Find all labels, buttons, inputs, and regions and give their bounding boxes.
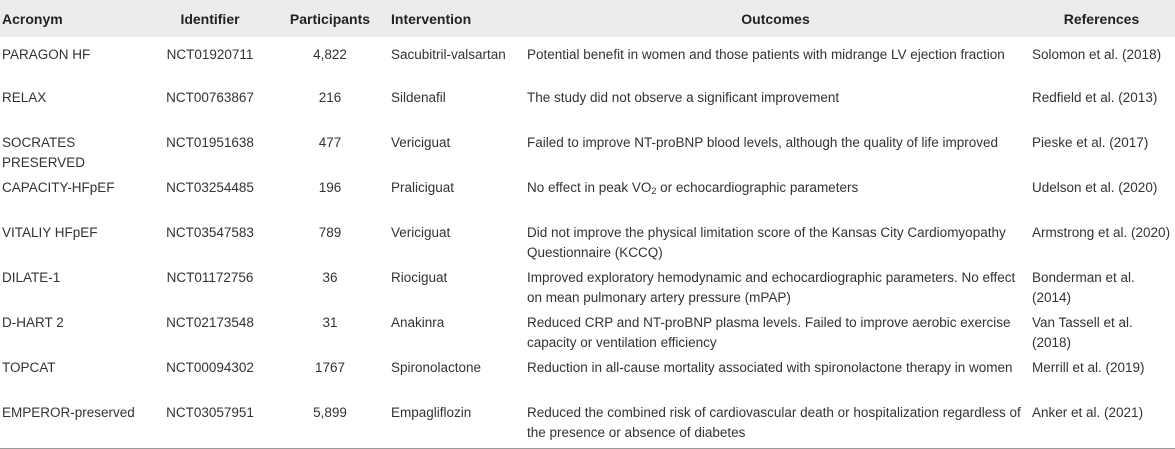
cell-identifier: NCT03057951 [147,403,273,448]
cell-outcomes: Reduced the combined risk of cardiovascular death or hospitalization regardless of the presence or absence of diabetes [523,403,1028,448]
cell-references: Anker et al. (2021) [1028,403,1175,448]
cell-participants: 31 [322,315,338,330]
table-row [0,313,1175,358]
cell-identifier: NCT01920711 [166,47,254,62]
cell-references: Bonderman et al. (2014) [1032,270,1135,305]
cell-intervention: Sacubitril-valsartan [391,47,506,62]
cell-outcomes [523,178,1028,223]
cell-intervention: Sildenafil [391,90,446,105]
header-intervention: Intervention [391,10,472,27]
table-row [0,37,1175,88]
cell-acronym: PARAGON HF [2,47,91,62]
cell-participants: 477 [318,135,342,150]
outcomes-text-pre: No effect in peak VO [527,180,652,195]
cell-intervention: Anakinra [391,315,445,330]
cell-identifier: NCT00763867 [166,90,254,105]
header-outcomes: Outcomes [741,10,810,27]
cell-participants: 4,822 [313,47,347,62]
cell-intervention: Praliciguat [391,180,455,195]
table-row [0,358,1175,403]
cell-references: Solomon et al. (2018) [1032,47,1162,62]
cell-identifier: NCT02173548 [166,315,254,330]
header-row [0,0,1175,37]
cell-acronym: VITALIY HFpEF [2,225,98,240]
cell-identifier: NCT01172756 [166,270,254,285]
cell-outcomes: Potential benefit in women and those patients with midrange LV ejection fraction [527,47,1005,62]
cell-identifier: NCT03254485 [166,180,254,195]
cell-intervention: Vericiguat [391,135,451,150]
cell-outcomes: Failed to improve NT-proBNP blood levels, although the quality of life improved [527,135,998,150]
cell-participants: 216 [318,90,342,105]
cell-identifier: NCT01951638 [166,135,254,150]
cell-participants: 1767 [314,360,346,375]
cell-intervention: Spironolactone [391,360,482,375]
cell-references: Van Tassell et al. (2018) [1032,315,1133,350]
cell-acronym: D-HART 2 [2,315,64,330]
cell-identifier: NCT03547583 [166,225,254,240]
outcomes-subscript: 2 [651,186,657,196]
cell-acronym: RELAX [2,90,47,105]
cell-participants: 789 [318,225,342,240]
header-acronym: Acronym [2,10,63,27]
table-row [0,88,1175,133]
table-row [0,268,1175,313]
cell-acronym: SOCRATES PRESERVED [2,135,86,170]
table-row [0,223,1175,268]
cell-outcomes: Reduced CRP and NT-proBNP plasma levels. Failed to improve aerobic exercise capacity or ventilation efficiency [527,315,1011,350]
cell-references: Merrill et al. (2019) [1032,360,1145,375]
cell-intervention: Vericiguat [391,225,451,240]
cell-participants: 5,899 [273,403,387,448]
cell-intervention: Empagliflozin [387,403,523,448]
table-row [0,133,1175,178]
cell-outcomes: Improved exploratory hemodynamic and echocardiographic parameters. No effect on mean pulmonary artery pressure (mPAP) [527,270,1016,305]
cell-acronym: EMPEROR-preserved [0,403,147,448]
cell-outcomes: The study did not observe a significant improvement [527,90,840,105]
cell-participants: 196 [318,180,342,195]
cell-references: Redfield et al. (2013) [1032,90,1158,105]
outcomes-text-post: or echocardiographic parameters [656,180,859,195]
cell-acronym: TOPCAT [2,360,56,375]
cell-acronym: DILATE-1 [2,270,61,285]
cell-identifier: NCT00094302 [166,360,254,375]
cell-outcomes: Did not improve the physical limitation score of the Kansas City Cardiomyopathy Questionnaire (KCCQ) [527,225,1006,260]
cell-acronym: CAPACITY-HFpEF [2,180,115,195]
header-participants: Participants [289,10,371,27]
table-row [0,403,1175,448]
cell-references: Armstrong et al. (2020) [1032,225,1171,240]
header-identifier: Identifier [180,10,240,27]
cell-references: Udelson et al. (2020) [1032,180,1158,195]
cell-references: Pieske et al. (2017) [1032,135,1149,150]
cell-participants: 36 [322,270,338,285]
table-body [0,37,1175,448]
cell-outcomes: Reduction in all-cause mortality associated with spironolactone therapy in women [527,360,1013,375]
table-row [0,178,1175,223]
table-header [0,0,1175,37]
cell-intervention: Riociguat [391,270,448,285]
header-references: References [1063,10,1140,27]
